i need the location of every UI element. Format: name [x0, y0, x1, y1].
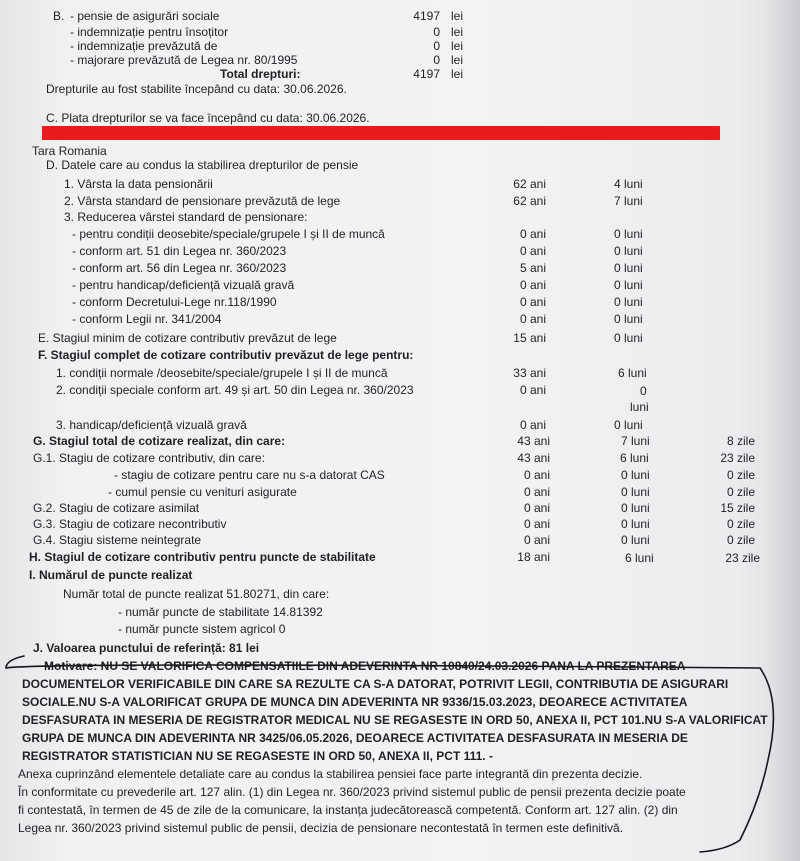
d-row-years: 0 ani: [519, 312, 546, 326]
f-row-years: 0 ani: [519, 418, 546, 432]
g-row-label: G.2. Stagiu de cotizare asimilat: [33, 501, 200, 515]
g-row-years: 0 ani: [523, 501, 550, 515]
f-row-label: 1. condiții normale /deosebite/speciale/grupele I și II de muncă: [56, 366, 388, 380]
g-row-days: 0 zile: [726, 517, 755, 531]
b-row-1-value: 4197: [413, 9, 440, 23]
d-row-label: - pentru condiții deosebite/speciale/grupele I și II de muncă: [72, 227, 385, 241]
f-row-label: 2. condiții speciale conform art. 49 și art. 50 din Legea nr. 360/2023: [56, 383, 414, 397]
g-row-days: 23 zile: [720, 451, 755, 465]
d-row-label: 2. Vârsta standard de pensionare prevăzută de lege: [64, 194, 341, 208]
total-rights-unit: lei: [451, 67, 464, 81]
points-stability: - număr puncte de stabilitate 14.81392: [118, 605, 323, 619]
g-row-days: 0 zile: [726, 533, 755, 547]
d-row-label: - conform art. 56 din Legea nr. 360/2023: [72, 261, 287, 275]
g-row-label: G. Stagiul total de cotizare realizat, din care:: [33, 434, 286, 448]
f-row-months-value: 0: [640, 384, 647, 398]
f-row-months: 6 luni: [618, 366, 647, 380]
footer-line: Anexa cuprinzând elementele detaliate care au condus la stabilirea pensiei face parte integrantă din prezenta decizie.: [18, 767, 643, 781]
d-row-months: 0 luni: [614, 227, 643, 241]
total-rights-label: Total drepturi:: [220, 67, 301, 81]
b-row-3-unit: lei: [451, 39, 464, 53]
motivation-line: REGISTRATOR STATISTICIAN NU SE REGASESTE IN ORD 50, ANEXA II, PCT 111. -: [22, 749, 493, 763]
d-row-months: 0 luni: [614, 244, 643, 258]
h-row-days: 23 zile: [725, 551, 760, 565]
g-row-label: - cumul pensie cu venituri asigurate: [108, 485, 297, 499]
b-row-4-value: 0: [433, 53, 440, 67]
b-row-4-unit: lei: [451, 53, 464, 67]
g-row-years: 0 ani: [523, 468, 550, 482]
footer-line: În conformitate cu prevederile art. 127 alin. (1) din Legea nr. 360/2023 privind sistemul public de pensii prezenta decizie poate: [18, 785, 686, 799]
d-row-label: - conform Decretului-Lege nr.118/1990: [72, 295, 277, 309]
h-row-months: 6 luni: [625, 551, 654, 565]
section-d-title: D. Datele care au condus la stabilirea drepturilor de pensie: [46, 158, 359, 172]
d-row-label: - conform art. 51 din Legea nr. 360/2023: [72, 244, 287, 258]
f-row-months: 0 luni: [614, 418, 643, 432]
section-e-years: 15 ani: [513, 331, 546, 345]
g-row-days: 15 zile: [720, 501, 755, 515]
section-e-label: E. Stagiul minim de cotizare contributiv prevăzut de lege: [38, 331, 337, 345]
d-row-years: 62 ani: [513, 177, 546, 191]
motivation-line: SOCIALE.NU S-A VALORIFICAT GRUPA DE MUNCA DIN ADEVERINTA NR 9336/15.03.2023, DEOARECE ACTIVITATEA: [22, 695, 688, 709]
motivation-line: DESFASURATA IN MESERIA DE REGISTRATOR MEDICAL NU SE REGASESTE IN ORD 50, ANEXA II, PCT 101.NU S-A VALORIFICAT: [22, 713, 768, 727]
g-row-days: 8 zile: [726, 434, 755, 448]
d-row-months: 7 luni: [614, 194, 643, 208]
d-row-months: 0 luni: [614, 312, 643, 326]
page-edge-shadow: [768, 0, 800, 861]
d-row-months: 4 luni: [614, 177, 643, 191]
g-row-months: 0 luni: [621, 468, 650, 482]
g-row-label: - stagiu de cotizare pentru care nu s-a datorat CAS: [114, 468, 385, 482]
b-row-1-unit: lei: [451, 9, 464, 23]
g-row-years: 0 ani: [523, 517, 550, 531]
d-row-months: 0 luni: [614, 295, 643, 309]
b-row-3-value: 0: [433, 39, 440, 53]
d-row-months: 0 luni: [614, 261, 643, 275]
g-row-label: G.4. Stagiu sisteme neintegrate: [33, 533, 202, 547]
g-row-months: 0 luni: [621, 533, 650, 547]
g-row-years: 43 ani: [517, 434, 550, 448]
g-row-years: 43 ani: [517, 451, 550, 465]
g-row-months: 0 luni: [621, 501, 650, 515]
d-row-years: 0 ani: [519, 244, 546, 258]
g-row-label: G.3. Stagiu de cotizare necontributiv: [33, 517, 227, 531]
b-row-2-label: - indemnizație pentru însoțitor: [70, 25, 229, 39]
b-row-2-value: 0: [433, 25, 440, 39]
b-row-1-label: - pensie de asigurări sociale: [70, 9, 220, 23]
d-row-label: - pentru handicap/deficiență vizuală gravă: [72, 278, 295, 292]
b-row-3-label: - indemnizație prevăzută de: [70, 39, 218, 53]
g-row-months: 0 luni: [621, 517, 650, 531]
points-agricultural: - număr puncte sistem agricol 0: [118, 622, 286, 636]
payment-start-date: C. Plata drepturilor se va face începând cu data: 30.06.2026.: [46, 111, 370, 125]
redaction-bar: [42, 126, 720, 140]
d-row-label: - conform Legii nr. 341/2004: [72, 312, 222, 326]
points-total: Număr total de puncte realizat 51.80271, din care:: [63, 587, 330, 601]
d-row-months: 0 luni: [614, 278, 643, 292]
d-row-label: 1. Vârsta la data pensionării: [64, 177, 213, 191]
g-row-years: 0 ani: [523, 485, 550, 499]
d-row-label: 3. Reducerea vârstei standard de pensionare:: [64, 210, 308, 224]
g-row-months: 0 luni: [621, 485, 650, 499]
section-f-title: F. Stagiul complet de cotizare contributiv prevăzut de lege pentru:: [38, 348, 414, 362]
g-row-days: 0 zile: [726, 485, 755, 499]
g-row-years: 0 ani: [523, 533, 550, 547]
b-row-4-label: - majorare prevăzută de Legea nr. 80/1995: [70, 53, 298, 67]
footer-line: fi contestată, în termen de 45 de zile de la comunicare, la instanța judecătorească competentă. Conform art. 127 alin. (2) din: [18, 803, 678, 817]
f-row-years: 33 ani: [513, 366, 546, 380]
g-row-months: 6 luni: [620, 451, 649, 465]
motivation-line: DOCUMENTELOR VERIFICABILE DIN CARE SA REZULTE CA S-A DATORAT, POTRIVIT LEGII, CONTRIBUTIA DE ASIGURARI: [22, 677, 729, 691]
reference-point-value: J. Valoarea punctului de referință: 81 lei: [33, 641, 260, 655]
d-row-years: 5 ani: [519, 261, 546, 275]
d-row-years: 0 ani: [519, 295, 546, 309]
country: Tara Romania: [32, 144, 107, 158]
g-row-months: 7 luni: [621, 434, 650, 448]
section-b-label: B.: [53, 9, 65, 23]
motivation-line: GRUPA DE MUNCA DIN ADEVERINTA NR 3425/06.05.2026, DEOARECE ACTIVITATEA DESFASURATA IN MESERIA DE: [22, 731, 688, 745]
g-row-days: 0 zile: [726, 468, 755, 482]
d-row-years: 0 ani: [519, 278, 546, 292]
footer-line: Legea nr. 360/2023 privind sistemul public de pensii, decizia de pensionare necontestată în termen este definitivă.: [18, 821, 624, 835]
motivation-line: Motivare: NU SE VALORIFICA COMPENSATIILE DIN ADEVERINTA NR 10840/24.03.2026 PANA LA PREZENTAREA: [44, 659, 686, 673]
d-row-years: 0 ani: [519, 227, 546, 241]
d-row-years: 62 ani: [513, 194, 546, 208]
g-row-label: G.1. Stagiu de cotizare contributiv, din care:: [33, 451, 265, 465]
section-e-months: 0 luni: [614, 331, 643, 345]
f-row-label: 3. handicap/deficiență vizuală gravă: [56, 418, 247, 432]
total-rights-value: 4197: [413, 67, 440, 81]
f-row-months-unit: luni: [630, 400, 649, 414]
h-row-label: H. Stagiul de cotizare contributiv pentru puncte de stabilitate: [29, 550, 376, 564]
b-row-2-unit: lei: [451, 25, 464, 39]
section-i-title: I. Numărul de puncte realizat: [29, 568, 193, 582]
h-row-years: 18 ani: [517, 550, 550, 564]
f-row-years: 0 ani: [519, 383, 546, 397]
rights-established-date: Drepturile au fost stabilite începând cu data: 30.06.2026.: [46, 82, 347, 96]
